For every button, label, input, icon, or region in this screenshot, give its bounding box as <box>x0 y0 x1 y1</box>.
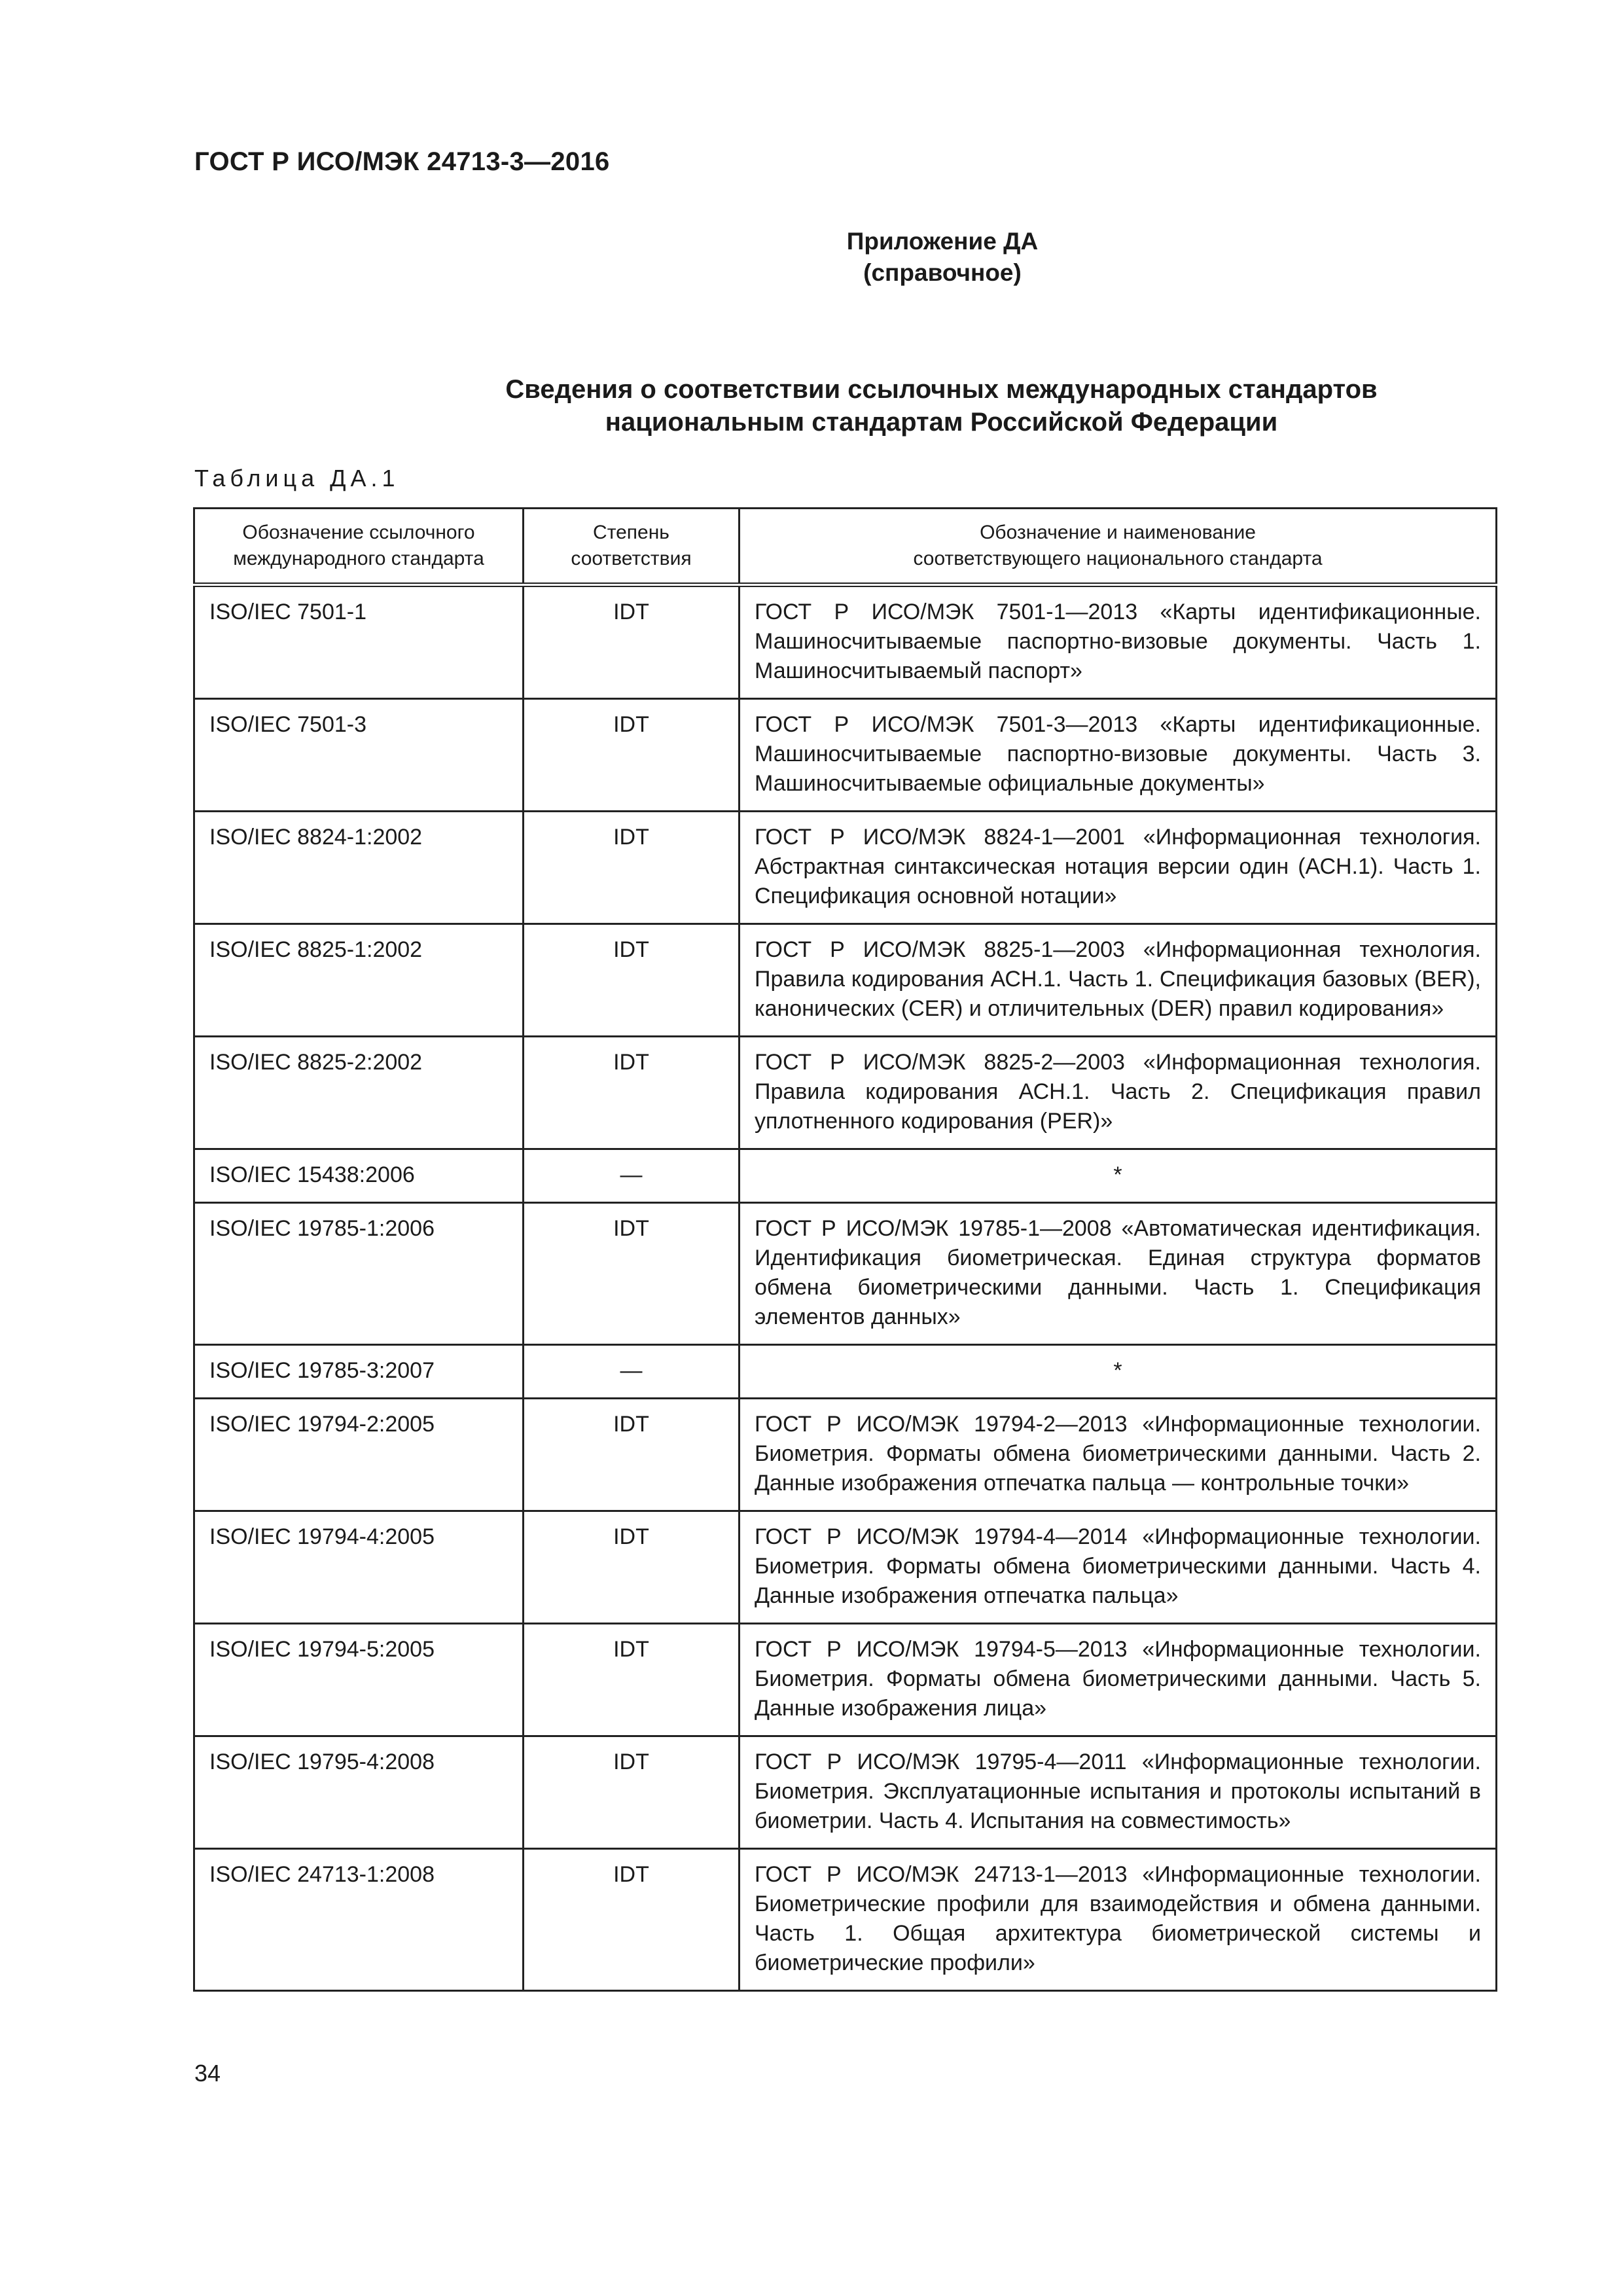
national-standard-cell: ГОСТ Р ИСО/МЭК 7501-1—2013 «Карты идентификационные. Машиносчитываемые паспортно-визовые документы. Часть 1. Машиносчитываемый паспорт» <box>740 585 1497 699</box>
header-col1-line1: Обозначение ссылочного <box>242 522 475 543</box>
document-code: ГОСТ Р ИСО/МЭК 24713-3—2016 <box>194 147 610 176</box>
national-standard-cell: ГОСТ Р ИСО/МЭК 19785-1—2008 «Автоматическая идентификация. Идентификация биометрическая. Единая структура форматов обмена биометрическими данными. Часть 1. Спецификация элементов данных» <box>740 1203 1497 1345</box>
international-standard-cell: ISO/IEC 24713-1:2008 <box>194 1849 524 1991</box>
table-caption: Таблица ДА.1 <box>194 465 400 492</box>
degree-cell: IDT <box>524 1399 740 1511</box>
table-body <box>194 585 1497 1991</box>
table-row <box>194 1849 1497 1991</box>
table-row <box>194 924 1497 1037</box>
national-standard-cell: * <box>740 1345 1497 1399</box>
appendix-label: Приложение ДА <box>846 228 1039 255</box>
degree-cell: — <box>524 1149 740 1203</box>
international-standard-cell: ISO/IEC 19794-2:2005 <box>194 1399 524 1511</box>
national-standard-cell: ГОСТ Р ИСО/МЭК 8825-1—2003 «Информационная технология. Правила кодирования АСН.1. Часть 1. Спецификация базовых (BER), канонических (CER) и отличительных (DER) правил кодирования» <box>740 924 1497 1037</box>
national-standard-cell: ГОСТ Р ИСО/МЭК 19794-2—2013 «Информационные технологии. Биометрия. Форматы обмена биометрическими данными. Часть 2. Данные изображения отпечатка пальца — контрольные точки» <box>740 1399 1497 1511</box>
national-standard-cell: ГОСТ Р ИСО/МЭК 24713-1—2013 «Информационные технологии. Биометрические профили для взаимодействия и обмена данными. Часть 1. Общая архитектура биометрической системы и биометрические профили» <box>740 1849 1497 1991</box>
table-row <box>194 1149 1497 1203</box>
degree-cell: IDT <box>524 1624 740 1736</box>
national-standard-cell: ГОСТ Р ИСО/МЭК 19795-4—2011 «Информационные технологии. Биометрия. Эксплуатационные испытания и протоколы испытаний в биометрии. Часть 4. Испытания на совместимость» <box>740 1736 1497 1849</box>
international-standard-cell: ISO/IEC 7501-1 <box>194 585 524 699</box>
header-col1-line2: международного стандарта <box>233 548 484 569</box>
table-row <box>194 1399 1497 1511</box>
degree-cell: IDT <box>524 1849 740 1991</box>
national-standard-cell: ГОСТ Р ИСО/МЭК 8824-1—2001 «Информационная технология. Абстрактная синтаксическая нотация версии один (АСН.1). Часть 1. Спецификация основной нотации» <box>740 812 1497 924</box>
header-national-standard <box>740 509 1497 585</box>
national-standard-cell: ГОСТ Р ИСО/МЭК 19794-5—2013 «Информационные технологии. Биометрия. Форматы обмена биометрическими данными. Часть 5. Данные изображения лица» <box>740 1624 1497 1736</box>
table-row <box>194 1511 1497 1624</box>
national-standard-cell: ГОСТ Р ИСО/МЭК 8825-2—2003 «Информационная технология. Правила кодирования АСН.1. Часть 2. Спецификация правил уплотненного кодирования (PER)» <box>740 1037 1497 1149</box>
header-col3-line2: соответствующего национального стандарта <box>913 548 1323 569</box>
international-standard-cell: ISO/IEC 8824-1:2002 <box>194 812 524 924</box>
national-standard-cell: * <box>740 1149 1497 1203</box>
international-standard-cell: ISO/IEC 7501-3 <box>194 699 524 812</box>
degree-cell: IDT <box>524 1203 740 1345</box>
degree-cell: IDT <box>524 585 740 699</box>
international-standard-cell: ISO/IEC 15438:2006 <box>194 1149 524 1203</box>
degree-cell: IDT <box>524 1511 740 1624</box>
international-standard-cell: ISO/IEC 8825-2:2002 <box>194 1037 524 1149</box>
header-degree <box>524 509 740 585</box>
correspondence-table <box>193 507 1497 1992</box>
header-international-standard <box>194 509 524 585</box>
table-row <box>194 812 1497 924</box>
appendix-type: (справочное) <box>863 259 1022 286</box>
table-row <box>194 585 1497 699</box>
section-title-line-1: Сведения о соответствии ссылочных международных стандартов <box>505 375 1378 404</box>
degree-cell: IDT <box>524 699 740 812</box>
international-standard-cell: ISO/IEC 8825-1:2002 <box>194 924 524 1037</box>
section-title-line-2: национальным стандартам Российской Федерации <box>605 408 1278 437</box>
degree-cell: IDT <box>524 1736 740 1849</box>
degree-cell: IDT <box>524 812 740 924</box>
table-row <box>194 1345 1497 1399</box>
header-col3-line1: Обозначение и наименование <box>980 522 1256 543</box>
appendix-heading <box>687 226 1198 289</box>
section-title <box>194 373 1623 439</box>
international-standard-cell: ISO/IEC 19785-1:2006 <box>194 1203 524 1345</box>
international-standard-cell: ISO/IEC 19794-5:2005 <box>194 1624 524 1736</box>
national-standard-cell: ГОСТ Р ИСО/МЭК 7501-3—2013 «Карты идентификационные. Машиносчитываемые паспортно-визовые документы. Часть 3. Машиносчитываемые официальные документы» <box>740 699 1497 812</box>
header-col2-line2: соответствия <box>571 548 692 569</box>
national-standard-cell: ГОСТ Р ИСО/МЭК 19794-4—2014 «Информационные технологии. Биометрия. Форматы обмена биометрическими данными. Часть 4. Данные изображения отпечатка пальца» <box>740 1511 1497 1624</box>
international-standard-cell: ISO/IEC 19794-4:2005 <box>194 1511 524 1624</box>
international-standard-cell: ISO/IEC 19785-3:2007 <box>194 1345 524 1399</box>
header-col2-line1: Степень <box>593 522 669 543</box>
degree-cell: IDT <box>524 1037 740 1149</box>
table-header-row <box>194 509 1497 585</box>
correspondence-table-wrapper <box>193 507 1495 1992</box>
international-standard-cell: ISO/IEC 19795-4:2008 <box>194 1736 524 1849</box>
table-row <box>194 1203 1497 1345</box>
degree-cell: IDT <box>524 924 740 1037</box>
page-number: 34 <box>194 2060 221 2087</box>
table-row <box>194 1037 1497 1149</box>
degree-cell: — <box>524 1345 740 1399</box>
table-row <box>194 699 1497 812</box>
table-row <box>194 1736 1497 1849</box>
table-row <box>194 1624 1497 1736</box>
